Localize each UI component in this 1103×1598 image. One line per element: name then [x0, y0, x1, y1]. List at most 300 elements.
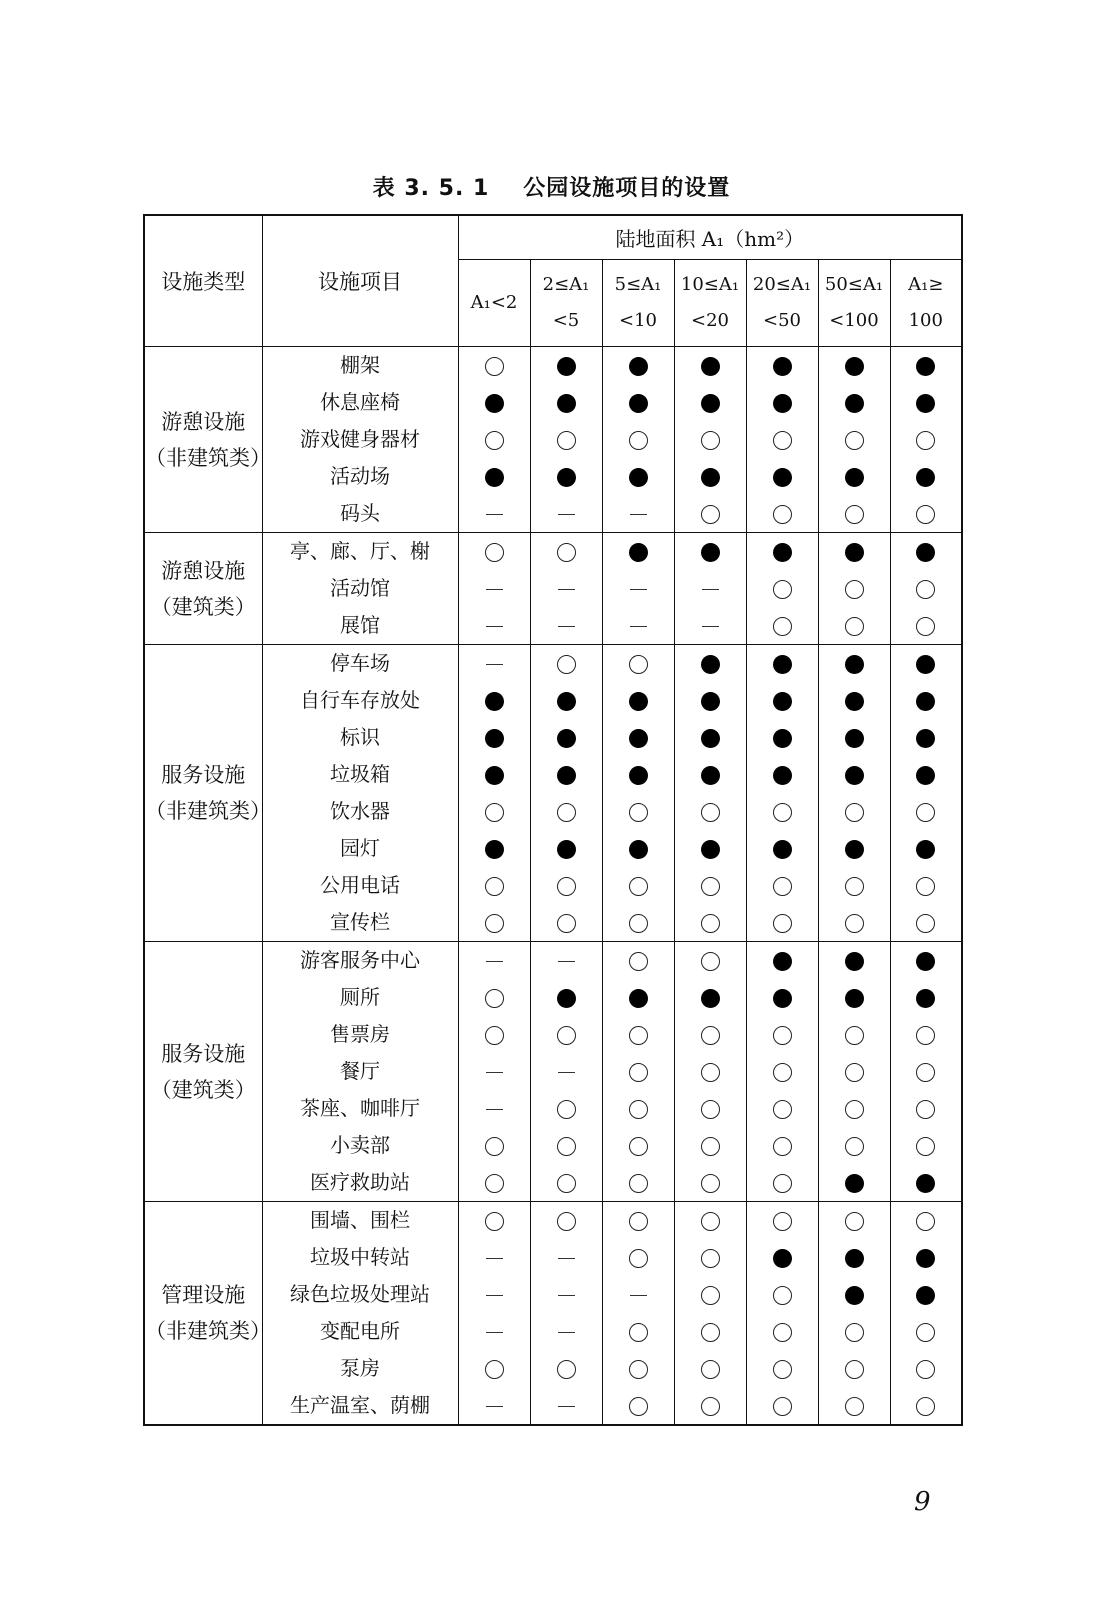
dash-icon: [558, 1332, 575, 1333]
open-circle-icon: [629, 431, 648, 450]
filled-circle-icon: [701, 766, 720, 785]
cell: [819, 719, 890, 756]
dash-icon: [486, 626, 503, 627]
filled-circle-icon: [557, 729, 576, 748]
filled-circle-icon: [845, 543, 864, 562]
cell: [675, 942, 746, 979]
facility-item: 茶座、咖啡厅: [300, 1096, 420, 1120]
open-circle-icon: [701, 1249, 720, 1268]
dash-icon: [486, 664, 503, 665]
cell: [891, 570, 962, 607]
open-circle-icon: [629, 952, 648, 971]
cell: [531, 942, 602, 979]
open-circle-icon: [629, 1100, 648, 1119]
open-circle-icon: [485, 1174, 504, 1193]
open-circle-icon: [916, 1323, 935, 1342]
open-circle-icon: [557, 1174, 576, 1193]
cell: [675, 347, 746, 384]
cell: [603, 904, 674, 941]
header-facility-item: 设施项目: [262, 215, 458, 347]
cell: [675, 1350, 746, 1387]
open-circle-icon: [845, 431, 864, 450]
cell: [675, 1313, 746, 1350]
open-circle-icon: [845, 505, 864, 524]
open-circle-icon: [485, 543, 504, 562]
cell: [603, 645, 674, 682]
open-circle-icon: [629, 655, 648, 674]
filled-circle-icon: [773, 655, 792, 674]
cell: [747, 904, 818, 941]
range-column-values: [746, 347, 818, 533]
open-circle-icon: [916, 617, 935, 636]
cell: [747, 347, 818, 384]
open-circle-icon: [485, 357, 504, 376]
table-title: 公园设施项目的设置: [523, 176, 731, 201]
dash-icon: [558, 626, 575, 627]
open-circle-icon: [773, 1100, 792, 1119]
dash-icon: [630, 589, 647, 590]
range-column-values: [746, 1202, 818, 1426]
open-circle-icon: [701, 1360, 720, 1379]
cell: [747, 756, 818, 793]
cell: [819, 570, 890, 607]
open-circle-icon: [845, 1137, 864, 1156]
cell: [819, 1239, 890, 1276]
open-circle-icon: [485, 1137, 504, 1156]
open-circle-icon: [629, 1212, 648, 1231]
facility-item: 饮水器: [330, 799, 390, 823]
cell: [747, 682, 818, 719]
facility-group: [144, 533, 962, 645]
range-column-values: [818, 942, 890, 1202]
dash-icon: [558, 1258, 575, 1259]
header-range-line: 2≤A₁: [542, 274, 590, 295]
cell: [675, 719, 746, 756]
open-circle-icon: [701, 1137, 720, 1156]
cell: [891, 1053, 962, 1090]
facility-item: 停车场: [330, 651, 390, 675]
filled-circle-icon: [773, 989, 792, 1008]
open-circle-icon: [557, 1026, 576, 1045]
cell: [459, 719, 530, 756]
open-circle-icon: [557, 1360, 576, 1379]
facility-group: [144, 347, 962, 533]
cell: [675, 904, 746, 941]
cell: [747, 533, 818, 570]
open-circle-icon: [701, 431, 720, 450]
cell: [531, 793, 602, 830]
filled-circle-icon: [485, 692, 504, 711]
range-column-values: [890, 347, 962, 533]
open-circle-icon: [845, 877, 864, 896]
open-circle-icon: [773, 1323, 792, 1342]
cell: [819, 347, 890, 384]
cell: [891, 384, 962, 421]
filled-circle-icon: [845, 1174, 864, 1193]
open-circle-icon: [557, 1137, 576, 1156]
facility-item: 公用电话: [320, 873, 400, 897]
range-column-values: [890, 645, 962, 942]
open-circle-icon: [701, 1026, 720, 1045]
cell: [459, 1313, 530, 1350]
header-range-line: 50≤A₁: [824, 274, 884, 295]
facility-item: 垃圾中转站: [310, 1245, 410, 1269]
cell: [675, 570, 746, 607]
group-items: [262, 347, 458, 533]
cell: [891, 942, 962, 979]
dash-icon: [630, 514, 647, 515]
open-circle-icon: [485, 877, 504, 896]
cell: [531, 1239, 602, 1276]
cell: [891, 719, 962, 756]
cell: [891, 645, 962, 682]
header-range-line: <100: [829, 310, 879, 331]
open-circle-icon: [701, 505, 720, 524]
filled-circle-icon: [485, 394, 504, 413]
cell: [891, 1090, 962, 1127]
open-circle-icon: [701, 877, 720, 896]
facility-item: 围墙、围栏: [310, 1208, 410, 1232]
table-number: 表 3. 5. 1: [372, 176, 490, 201]
range-column-values: [818, 347, 890, 533]
cell: [459, 1127, 530, 1164]
cell: [531, 607, 602, 644]
cell: [531, 1164, 602, 1201]
cell: [675, 645, 746, 682]
open-circle-icon: [629, 1174, 648, 1193]
group-category-line: （非建筑类）: [145, 445, 271, 470]
filled-circle-icon: [916, 1174, 935, 1193]
cell: [819, 607, 890, 644]
cell: [747, 1350, 818, 1387]
filled-circle-icon: [916, 840, 935, 859]
range-column-values: [818, 533, 890, 645]
cell: [459, 421, 530, 458]
dash-icon: [486, 961, 503, 962]
group-category-line: 服务设施: [161, 763, 246, 787]
cell: [603, 1053, 674, 1090]
cell: [531, 1313, 602, 1350]
filled-circle-icon: [845, 1249, 864, 1268]
cell: [891, 867, 962, 904]
cell: [891, 682, 962, 719]
cell: [531, 1016, 602, 1053]
open-circle-icon: [629, 803, 648, 822]
cell: [819, 904, 890, 941]
cell: [603, 1239, 674, 1276]
cell: [531, 1387, 602, 1424]
range-column-values: [458, 1202, 530, 1426]
cell: [819, 1387, 890, 1424]
open-circle-icon: [773, 505, 792, 524]
cell: [531, 830, 602, 867]
filled-circle-icon: [485, 468, 504, 487]
range-column-values: [458, 942, 530, 1202]
group-category-line: 服务设施: [161, 1041, 246, 1066]
open-circle-icon: [701, 1286, 720, 1305]
filled-circle-icon: [916, 692, 935, 711]
cell: [675, 793, 746, 830]
cell: [891, 979, 962, 1016]
cell: [675, 607, 746, 644]
open-circle-icon: [916, 1397, 935, 1416]
cell: [603, 719, 674, 756]
range-column-values: [746, 942, 818, 1202]
range-column-values: [746, 645, 818, 942]
filled-circle-icon: [629, 840, 648, 859]
open-circle-icon: [773, 1026, 792, 1045]
cell: [891, 830, 962, 867]
range-column-values: [674, 533, 746, 645]
cell: [819, 867, 890, 904]
open-circle-icon: [773, 580, 792, 599]
dash-icon: [558, 1295, 575, 1296]
open-circle-icon: [701, 1212, 720, 1231]
filled-circle-icon: [845, 989, 864, 1008]
facility-group: [144, 1202, 962, 1426]
cell: [891, 607, 962, 644]
filled-circle-icon: [916, 655, 935, 674]
header-range-line: 5≤A₁: [614, 274, 662, 295]
facility-item: 活动场: [330, 464, 390, 488]
cell: [675, 458, 746, 495]
cell: [747, 830, 818, 867]
cell: [747, 793, 818, 830]
facility-item: 变配电所: [320, 1319, 400, 1343]
cell: [675, 756, 746, 793]
cell: [603, 756, 674, 793]
cell: [675, 1016, 746, 1053]
group-category-line: （建筑类）: [150, 594, 256, 619]
cell: [891, 1016, 962, 1053]
filled-circle-icon: [485, 729, 504, 748]
cell: [747, 1053, 818, 1090]
filled-circle-icon: [485, 840, 504, 859]
cell: [459, 904, 530, 941]
open-circle-icon: [485, 431, 504, 450]
cell: [675, 1239, 746, 1276]
dash-icon: [486, 1109, 503, 1110]
cell: [747, 719, 818, 756]
cell: [747, 1276, 818, 1313]
cell: [819, 421, 890, 458]
range-column-values: [674, 645, 746, 942]
cell: [675, 867, 746, 904]
open-circle-icon: [485, 1360, 504, 1379]
open-circle-icon: [773, 1137, 792, 1156]
cell: [675, 1276, 746, 1313]
group-category: [144, 942, 262, 1202]
filled-circle-icon: [916, 357, 935, 376]
range-column-values: [674, 1202, 746, 1426]
facility-group: [144, 942, 962, 1202]
filled-circle-icon: [845, 394, 864, 413]
cell: [819, 495, 890, 532]
facility-item: 游客服务中心: [300, 948, 420, 972]
group-items: [262, 942, 458, 1202]
open-circle-icon: [557, 543, 576, 562]
cell: [747, 1387, 818, 1424]
range-column-values: [458, 645, 530, 942]
facility-item: 餐厅: [340, 1059, 380, 1083]
filled-circle-icon: [845, 468, 864, 487]
cell: [675, 533, 746, 570]
range-column-values: [890, 533, 962, 645]
filled-circle-icon: [916, 394, 935, 413]
open-circle-icon: [629, 1063, 648, 1082]
facility-group: [144, 645, 962, 942]
open-circle-icon: [629, 914, 648, 933]
cell: [531, 347, 602, 384]
open-circle-icon: [773, 1360, 792, 1379]
cell: [459, 1164, 530, 1201]
filled-circle-icon: [773, 1249, 792, 1268]
facility-item: 码头: [340, 501, 380, 525]
open-circle-icon: [773, 1286, 792, 1305]
cell: [603, 458, 674, 495]
facility-table: [143, 214, 963, 1426]
open-circle-icon: [916, 877, 935, 896]
filled-circle-icon: [629, 394, 648, 413]
open-circle-icon: [916, 431, 935, 450]
cell: [603, 607, 674, 644]
group-category: [144, 645, 271, 942]
cell: [819, 1313, 890, 1350]
open-circle-icon: [485, 803, 504, 822]
filled-circle-icon: [845, 766, 864, 785]
cell: [531, 719, 602, 756]
cell: [747, 384, 818, 421]
cell: [459, 533, 530, 570]
cell: [675, 1090, 746, 1127]
open-circle-icon: [845, 914, 864, 933]
open-circle-icon: [845, 1026, 864, 1045]
range-column-values: [530, 347, 602, 533]
header-range-line: <50: [763, 310, 801, 331]
open-circle-icon: [557, 914, 576, 933]
filled-circle-icon: [557, 766, 576, 785]
dash-icon: [558, 961, 575, 962]
open-circle-icon: [845, 617, 864, 636]
open-circle-icon: [845, 580, 864, 599]
open-circle-icon: [845, 1323, 864, 1342]
cell: [603, 867, 674, 904]
facility-item: 厕所: [340, 985, 380, 1009]
cell: [459, 682, 530, 719]
filled-circle-icon: [845, 655, 864, 674]
dash-icon: [630, 1295, 647, 1296]
group-category-line: （非建筑类）: [145, 1319, 271, 1343]
range-column-values: [746, 533, 818, 645]
filled-circle-icon: [845, 840, 864, 859]
cell: [603, 533, 674, 570]
filled-circle-icon: [629, 357, 648, 376]
header-range: [746, 260, 818, 347]
cell: [891, 1276, 962, 1313]
cell: [603, 1164, 674, 1201]
cell: [459, 1053, 530, 1090]
header-facility-type: 设施类型: [144, 215, 262, 347]
cell: [603, 384, 674, 421]
cell: [603, 1350, 674, 1387]
range-column-values: [530, 533, 602, 645]
filled-circle-icon: [773, 766, 792, 785]
cell: [675, 682, 746, 719]
cell: [675, 495, 746, 532]
cell: [459, 1276, 530, 1313]
open-circle-icon: [845, 1063, 864, 1082]
cell: [531, 1127, 602, 1164]
cell: [531, 384, 602, 421]
open-circle-icon: [557, 431, 576, 450]
cell: [819, 830, 890, 867]
cell: [891, 1164, 962, 1201]
range-column-values: [890, 1202, 962, 1426]
range-column-values: [890, 942, 962, 1202]
open-circle-icon: [701, 1397, 720, 1416]
filled-circle-icon: [916, 989, 935, 1008]
open-circle-icon: [557, 803, 576, 822]
cell: [819, 942, 890, 979]
filled-circle-icon: [701, 543, 720, 562]
open-circle-icon: [701, 1323, 720, 1342]
cell: [891, 1350, 962, 1387]
cell: [459, 1016, 530, 1053]
cell: [603, 1127, 674, 1164]
open-circle-icon: [773, 1063, 792, 1082]
filled-circle-icon: [557, 394, 576, 413]
page-number: 9: [914, 1487, 931, 1517]
cell: [531, 756, 602, 793]
cell: [603, 979, 674, 1016]
facility-item: 绿色垃圾处理站: [290, 1282, 430, 1306]
open-circle-icon: [485, 1212, 504, 1231]
open-circle-icon: [629, 1137, 648, 1156]
open-circle-icon: [557, 1100, 576, 1119]
group-category: [144, 347, 271, 533]
filled-circle-icon: [557, 468, 576, 487]
group-category: [144, 533, 262, 645]
facility-item: 泵房: [340, 1356, 380, 1380]
group-category-line: （建筑类）: [150, 1077, 256, 1102]
open-circle-icon: [773, 803, 792, 822]
cell: [531, 867, 602, 904]
open-circle-icon: [629, 1249, 648, 1268]
cell: [459, 979, 530, 1016]
dash-icon: [486, 1258, 503, 1259]
filled-circle-icon: [845, 729, 864, 748]
open-circle-icon: [845, 803, 864, 822]
cell: [747, 867, 818, 904]
facility-item: 展馆: [340, 613, 380, 637]
cell: [531, 682, 602, 719]
group-category: [144, 1202, 271, 1426]
group-items: [262, 1202, 458, 1426]
open-circle-icon: [916, 580, 935, 599]
cell: [747, 1239, 818, 1276]
cell: [459, 1350, 530, 1387]
open-circle-icon: [629, 1397, 648, 1416]
filled-circle-icon: [773, 729, 792, 748]
cell: [819, 756, 890, 793]
cell: [891, 1202, 962, 1239]
cell: [459, 756, 530, 793]
cell: [819, 1202, 890, 1239]
facility-item: 园灯: [340, 836, 380, 860]
filled-circle-icon: [629, 766, 648, 785]
facility-item: 棚架: [340, 353, 380, 377]
filled-circle-icon: [773, 840, 792, 859]
